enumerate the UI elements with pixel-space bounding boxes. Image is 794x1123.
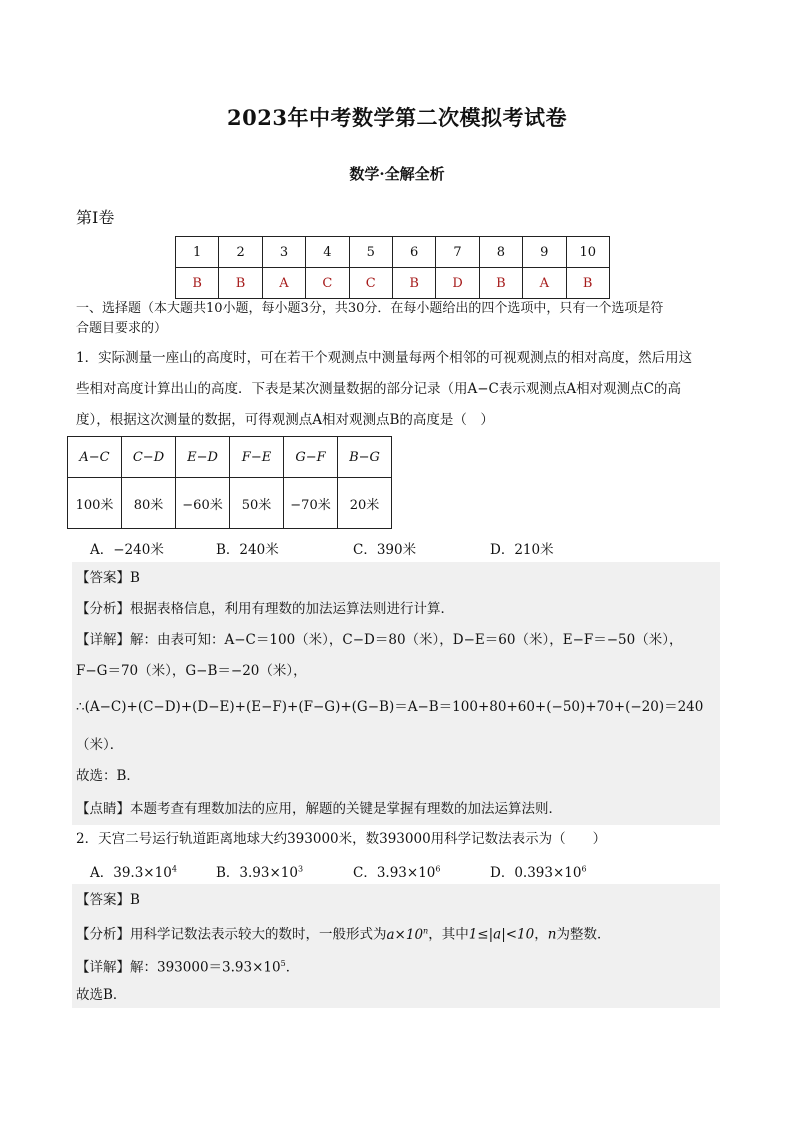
answer-letter: B — [392, 268, 435, 299]
measurement-header: C−D — [122, 437, 176, 478]
q1-stem-line3: 度），根据这次测量的数据，可得观测点A相对观测点B的高度是（ ） — [76, 412, 494, 428]
answer-number: 10 — [566, 237, 609, 268]
measurement-value: 20米 — [338, 478, 392, 529]
answer-number: 8 — [479, 237, 522, 268]
measurement-value: 80米 — [122, 478, 176, 529]
page-subtitle: 数学·全解全析 — [349, 165, 445, 183]
section-heading-line1: 一、选择题（本大题共10小题，每小题3分，共30分．在每小题给出的四个选项中，只有一个选项是符 — [76, 301, 664, 316]
measurement-value: −60米 — [176, 478, 230, 529]
q1-option-a: A．−240米 — [90, 542, 164, 558]
q2-option-a: A．$39.3\times 10^4$ — [90, 864, 177, 881]
measurement-value: 100米 — [68, 478, 122, 529]
answer-number: 4 — [306, 237, 349, 268]
answer-letter: B — [566, 268, 609, 299]
measurement-table-values — [68, 478, 392, 529]
answer-number: 3 — [262, 237, 305, 268]
answer-number: 1 — [176, 237, 219, 268]
q1-comment: 【点睛】本题考查有理数加法的应用，解题的关键是掌握有理数的加法运算法则． — [76, 801, 562, 817]
q1-detail-line3: ∴(A−C)+(C−D)+(D−E)+(E−F)+(F−G)+(G−B)＝A−B＝100+80+60+(−50)+70+(−20)＝240 — [76, 699, 704, 715]
measurement-header: B−G — [338, 437, 392, 478]
q1-options — [0, 538, 794, 558]
q2-analysis: 【分析】用科学记数法表示较大的数时，一般形式为$a\times 10^n$，其中1≤|a|<10，n为整数． — [76, 926, 611, 943]
answer-letter: A — [523, 268, 566, 299]
answer-number: 7 — [436, 237, 479, 268]
q2-stem: 2．天宫二号运行轨道距离地球大约393000米，数393000用科学记数法表示为（ ） — [76, 831, 607, 847]
volume-label: 第Ⅰ卷 — [76, 208, 115, 227]
q1-option-c: C．390米 — [353, 542, 417, 558]
q1-option-b: B．240米 — [216, 542, 279, 558]
q2-solution-box — [72, 884, 720, 1008]
q2-options — [0, 861, 794, 881]
q1-option-d: D．210米 — [490, 542, 554, 558]
q1-answer: 【答案】B — [76, 570, 140, 586]
answer-letter: A — [262, 268, 305, 299]
q1-stem-line2: 些相对高度计算出山的高度．下表是某次测量数据的部分记录（用A−C表示观测点A相对观测点C的高 — [76, 381, 681, 397]
q2-option-d: D．$0.393\times 10^6$ — [490, 864, 587, 881]
measurement-header: E−D — [176, 437, 230, 478]
q1-stem-line1: 1．实际测量一座山的高度时，可在若干个观测点中测量每两个相邻的可视观测点的相对高度，然后用这 — [76, 350, 693, 366]
measurement-table-header — [68, 437, 392, 478]
answer-letter: D — [436, 268, 479, 299]
measurement-value: −70米 — [284, 478, 338, 529]
answer-letter: C — [349, 268, 392, 299]
answer-number: 9 — [523, 237, 566, 268]
q2-choose: 故选B． — [76, 987, 127, 1003]
measurement-value: 50米 — [230, 478, 284, 529]
section-heading-line2: 合题目要求的） — [76, 321, 168, 336]
q1-analysis: 【分析】根据表格信息，利用有理数的加法运算法则进行计算． — [76, 601, 454, 617]
answer-number: 5 — [349, 237, 392, 268]
answer-letter: B — [219, 268, 262, 299]
answer-number: 6 — [392, 237, 435, 268]
q1-detail-line4: （米）． — [76, 737, 124, 753]
measurement-table — [67, 436, 392, 529]
q2-detail: 【详解】解：$393000=3.93\times 10^5$． — [76, 959, 300, 976]
answer-letter: C — [306, 268, 349, 299]
q1-choose: 故选：B． — [76, 768, 140, 784]
answer-table-numbers — [176, 237, 610, 268]
q2-answer: 【答案】B — [76, 892, 140, 908]
page-title: 2023年中考数学第二次模拟考试卷 — [227, 105, 567, 130]
q1-detail-line2: F−G＝70（米），G−B＝−20（米）， — [76, 663, 307, 679]
measurement-header: A−C — [68, 437, 122, 478]
q1-detail-line1: 【详解】解：由表可知：A−C＝100（米），C−D＝80（米），D−E＝60（米），E−F＝−50（米）， — [76, 632, 683, 648]
answer-number: 2 — [219, 237, 262, 268]
answer-letter: B — [479, 268, 522, 299]
answer-table — [175, 236, 610, 299]
measurement-header: G−F — [284, 437, 338, 478]
measurement-header: F−E — [230, 437, 284, 478]
q2-option-c: C．$3.93\times 10^6$ — [353, 864, 441, 881]
q2-option-b: B．$3.93\times 10^3$ — [216, 864, 304, 881]
answer-letter: B — [176, 268, 219, 299]
answer-table-letters — [176, 268, 610, 299]
